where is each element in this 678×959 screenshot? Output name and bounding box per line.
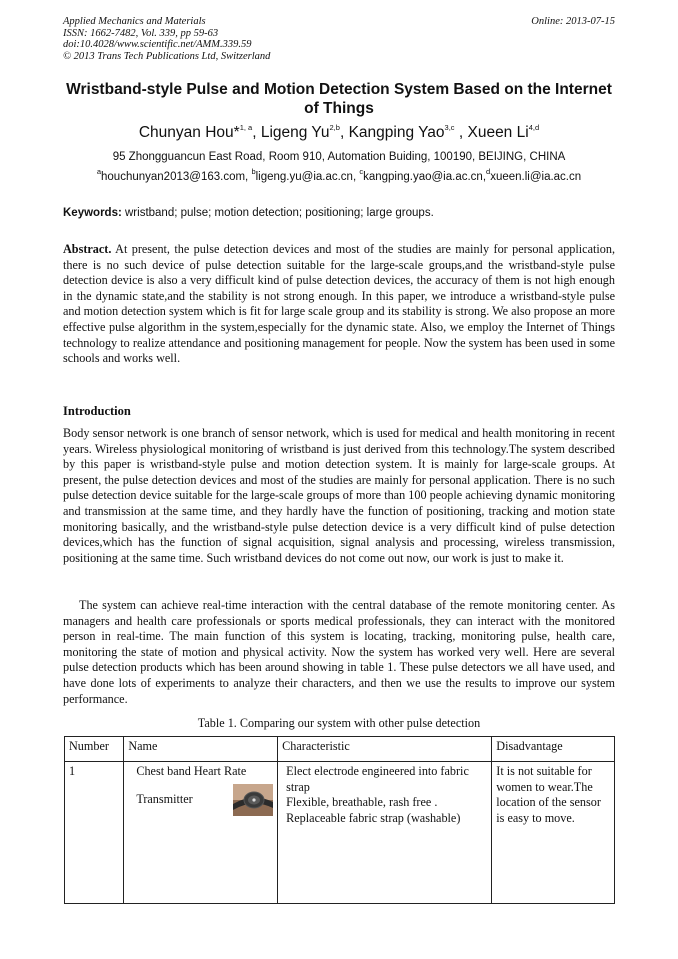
characteristic-item: Elect electrode engineered into fabric strap [286, 764, 469, 794]
table-header-cell: Disadvantage [492, 737, 615, 762]
author-sup: 3,c [444, 122, 455, 132]
abstract-label: Abstract. [63, 242, 112, 256]
email-link[interactable]: ligeng.yu@ia.ac.cn [255, 171, 353, 183]
characteristic-item: Replaceable fabric strap (washable) [286, 810, 461, 825]
keywords [63, 206, 615, 220]
cell-characteristic [278, 762, 492, 904]
email-sup: d [486, 167, 491, 177]
author-sup: 2,b [329, 122, 340, 132]
device-name-line1: Chest band Heart Rate [136, 764, 247, 778]
table-header-cell: Name [124, 737, 278, 762]
table-header-row [65, 737, 615, 762]
cell-number: 1 [65, 762, 124, 904]
intro-paragraph-1: Body sensor network is one branch of sensor network, which is used for medical and health monitoring in recent years. Wireless physiological monitoring of wristband is just derived from this technology.The system described by this paper is wristband-style pulse and motion detection system. It is mainly for large-scale groups. At present, the pulse detection devices and most of the studies are mainly for personal application. There is no such pulse detection device suitable for the large-scale groups of more than 100 people achieving dynamic monitoring and transmission at the same time, and they hardly have the function of positioning, tracking and motion state monitoring basically, and the wristband-style pulse detection device is a very difficult kind of pulse detection devices,which has the function of signal acquisition, signal analysis and processing, wireless transmission, positioning at the same time. Such wristband devices do not come out now, our work is just to make it. [63, 426, 615, 565]
abstract-text: At present, the pulse detection devices and most of the studies are mainly for personal application, there is no such device of pulse detection suitable for the large-scale groups,and the wristband-style pulse detection device is also a very difficult kind of pulse detection devices, the accuracy of them is not high enough in the dynamic state,and the stability is not strong enough. In this paper, we introduce a wristband-style pulse and motion detection system which is fit for large scale group and its stability is strong. We also propose an more effective pulse algorithm in the system,especially for the dynamic state. Also, we employ the Internet of Things technology to realize attendance and positioning management for people. Now the system has been used in some schools and works well. [63, 242, 616, 366]
paper-title: Wristband-style Pulse and Motion Detection System Based on the Internet of Things [66, 81, 612, 117]
author-name: Xueen Li [467, 124, 529, 141]
author-sup: 1, a [239, 122, 253, 132]
affiliation: 95 Zhongguancun East Road, Room 910, Automation Buiding, 100190, BEIJING, CHINA [112, 151, 566, 163]
author-name: Ligeng Yu [260, 124, 330, 141]
author-sup: 4,d [528, 122, 540, 132]
section-heading-introduction: Introduction [63, 404, 131, 418]
author-name: Kangping Yao [348, 124, 445, 141]
email-link[interactable]: houchunyan2013@163.com [101, 171, 246, 183]
author-name: Chunyan Hou* [138, 124, 240, 141]
table-caption: Table 1. Comparing our system with other pulse detection [197, 716, 481, 730]
cell-name [124, 762, 278, 904]
online-date: Online: 2013-07-15 [531, 16, 615, 27]
cell-disadvantage: It is not suitable for women to wear.The location of the sensor is easy to move. [492, 762, 615, 904]
email-list: $^a$houchunyan2013@163.com, $^b$ligeng.yu@ia.ac.cn, $^c$kangping.yao@ia.ac.cn,$^d$xueen.li@ia.ac.cn [96, 167, 582, 183]
abstract [63, 242, 615, 367]
keywords-text: wristband; pulse; motion detection; positioning; large groups. [125, 207, 434, 219]
comparison-table [64, 736, 615, 904]
device-name-line2: Transmitter [136, 791, 193, 806]
table-header-cell: Characteristic [278, 737, 492, 762]
author-list: Chunyan Hou*$^{1, a}$, Ligeng Yu$^{2,b}$, Kangping Yao$^{3,c}$ , Xueen Li$^{4,d}$ [138, 122, 540, 141]
email-link[interactable]: kangping.yao@ia.ac.cn [363, 171, 483, 183]
intro-paragraph-2: The system can achieve real-time interaction with the central database of the remote monitoring center. As managers and health care professionals or sports medical professionals, they can interact with the monitored person in real-time. The main function of this system is locating, tracking, monitoring pulse, health care, monitoring the state of motion and physical activity. Now the system has worked very well. Here are several pulse detection products which has been around showing in table 1. These pulse detectors we all have used, and have done lots of experiments to analyze their characters, and then we use the results to improve our system performance. [63, 598, 615, 706]
email-sup: c [359, 167, 364, 177]
email-sup: b [251, 167, 256, 177]
table-row [65, 762, 615, 904]
email-link[interactable]: xueen.li@ia.ac.cn [490, 171, 582, 183]
chest-strap-image [233, 784, 273, 816]
characteristic-item: Flexible, breathable, rash free . [286, 795, 438, 810]
doi: doi:10.4028/www.scientific.net/AMM.339.59 [63, 39, 252, 50]
keywords-label: Keywords: [63, 207, 122, 219]
issn: ISSN: 1662-7482, Vol. 339, pp 59-63 [63, 27, 219, 39]
email-sup: a [96, 167, 102, 177]
table-header-cell: Number [65, 737, 124, 762]
copyright: © 2013 Trans Tech Publications Ltd, Switzerland [63, 50, 271, 62]
journal-name: Applied Mechanics and Materials [63, 16, 206, 27]
journal-header [63, 16, 615, 62]
